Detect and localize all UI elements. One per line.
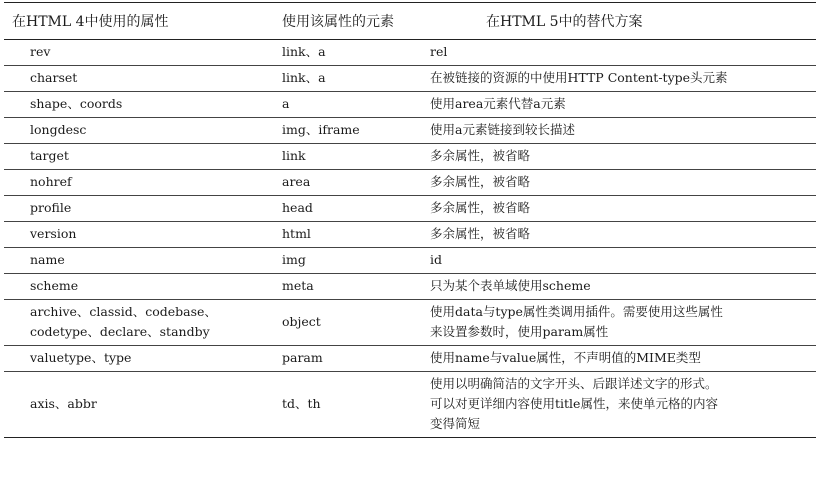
elements-text: html (282, 226, 311, 241)
table-row (4, 66, 816, 92)
attribute-text: archive、classid、codebase、 (30, 304, 217, 319)
attribute-cell (4, 372, 270, 438)
elements-cell (270, 222, 416, 248)
alternative-cell (416, 346, 816, 372)
elements-text: object (282, 314, 321, 329)
elements-cell (270, 170, 416, 196)
table-row (4, 248, 816, 274)
alternative-cell (416, 92, 816, 118)
alternative-text: 多余属性，被省略 (430, 174, 531, 189)
attribute-cell (4, 248, 270, 274)
table-row (4, 170, 816, 196)
elements-text: a (282, 96, 290, 111)
table-row (4, 300, 816, 346)
elements-cell (270, 66, 416, 92)
document-page (4, 2, 816, 438)
table-row (4, 346, 816, 372)
elements-text: td、th (282, 396, 321, 411)
alternative-text: 来设置参数时，使用param属性 (430, 324, 609, 339)
elements-cell (270, 346, 416, 372)
elements-cell (270, 372, 416, 438)
attribute-cell (4, 92, 270, 118)
table-body (4, 40, 816, 438)
elements-cell (270, 118, 416, 144)
attribute-text: scheme (30, 278, 79, 293)
attribute-text: name (30, 252, 65, 267)
elements-cell (270, 92, 416, 118)
elements-text: link、a (282, 44, 326, 59)
alternative-text: 多余属性，被省略 (430, 200, 531, 215)
header-html4-attribute: 在HTML 4中使用的属性 (4, 3, 270, 40)
alternative-cell (416, 274, 816, 300)
elements-text: img (282, 252, 306, 267)
alternative-cell (416, 300, 816, 346)
alternative-text: 多余属性，被省略 (430, 226, 531, 241)
alternative-cell (416, 66, 816, 92)
alternative-text: rel (430, 44, 448, 59)
table-row (4, 40, 816, 66)
attribute-cell (4, 40, 270, 66)
attribute-text: target (30, 148, 69, 163)
attribute-text: longdesc (30, 122, 87, 137)
elements-text: area (282, 174, 311, 189)
elements-text: link (282, 148, 306, 163)
table-row (4, 196, 816, 222)
attribute-text: valuetype、type (30, 350, 132, 365)
table-row (4, 144, 816, 170)
header-html5-alternative: 在HTML 5中的替代方案 (416, 3, 816, 40)
attribute-cell (4, 66, 270, 92)
elements-text: param (282, 350, 323, 365)
elements-text: head (282, 200, 313, 215)
alternative-text: id (430, 252, 442, 267)
alternative-text: 使用name与value属性，不声明值的MIME类型 (430, 350, 701, 365)
alternative-cell (416, 196, 816, 222)
alternative-text: 使用data与type属性类调用插件。需要使用这些属性 (430, 304, 723, 319)
table-row (4, 274, 816, 300)
alternative-cell (416, 118, 816, 144)
alternative-text: 使用area元素代替a元素 (430, 96, 566, 111)
alternative-cell (416, 248, 816, 274)
attribute-text: charset (30, 70, 78, 85)
elements-cell (270, 300, 416, 346)
attribute-cell (4, 346, 270, 372)
alternative-text: 只为某个表单域使用scheme (430, 278, 591, 293)
header-elements: 使用该属性的元素 (270, 3, 416, 40)
elements-text: meta (282, 278, 314, 293)
attribute-text: rev (30, 44, 51, 59)
elements-text: link、a (282, 70, 326, 85)
attribute-cell (4, 170, 270, 196)
attribute-text: nohref (30, 174, 72, 189)
alternative-text: 多余属性，被省略 (430, 148, 531, 163)
alternative-cell (416, 40, 816, 66)
elements-cell (270, 196, 416, 222)
alternative-cell (416, 170, 816, 196)
attribute-cell (4, 274, 270, 300)
attribute-cell (4, 300, 270, 346)
elements-text: img、iframe (282, 122, 360, 137)
table-row (4, 222, 816, 248)
alternative-text: 变得简短 (430, 416, 481, 431)
attribute-cell (4, 144, 270, 170)
attribute-text: profile (30, 200, 72, 215)
attribute-text: codetype、declare、standby (30, 324, 210, 339)
alternative-text: 可以对更详细内容使用title属性，来使单元格的内容 (430, 396, 718, 411)
table-row (4, 118, 816, 144)
elements-cell (270, 248, 416, 274)
attribute-text: shape、coords (30, 96, 123, 111)
alternative-cell (416, 372, 816, 438)
alternative-text: 在被链接的资源的中使用HTTP Content-type头元素 (430, 70, 728, 85)
attribute-text: axis、abbr (30, 396, 97, 411)
alternative-cell (416, 144, 816, 170)
elements-cell (270, 144, 416, 170)
attribute-replacement-table (4, 2, 816, 438)
elements-cell (270, 274, 416, 300)
table-header-row (4, 3, 816, 40)
table-row (4, 92, 816, 118)
alternative-text: 使用以明确简洁的文字开头、后跟详述文字的形式。 (430, 376, 718, 391)
table-row (4, 372, 816, 438)
attribute-cell (4, 222, 270, 248)
attribute-cell (4, 196, 270, 222)
elements-cell (270, 40, 416, 66)
alternative-text: 使用a元素链接到较长描述 (430, 122, 575, 137)
attribute-text: version (30, 226, 77, 241)
attribute-cell (4, 118, 270, 144)
alternative-cell (416, 222, 816, 248)
